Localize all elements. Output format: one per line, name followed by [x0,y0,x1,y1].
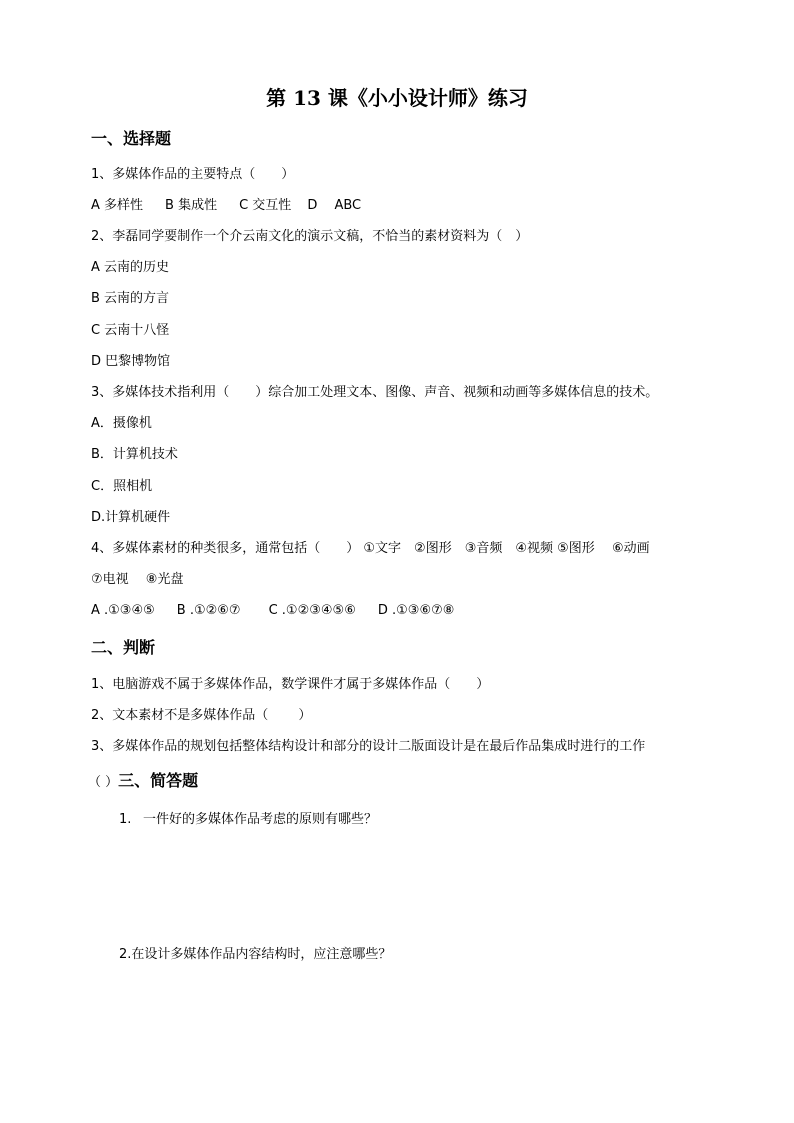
question-4: 4、多媒体素材的种类很多，通常包括（ ） ①文字 ②图形 ③音频 ④视频 ⑤图形 ⑥动画 [91,541,650,556]
question-3-option-b: B．计算机技术 [91,447,178,462]
question-3-option-d: D.计算机硬件 [91,510,171,525]
answer-bracket: （ ） [88,775,119,790]
section-heading-judge: 二、判断 [91,638,156,657]
section-heading-choice: 一、选择题 [91,129,172,148]
section-heading-short-answer: 三、简答题 [118,771,199,790]
judge-item-1: 1、电脑游戏不属于多媒体作品，数学课件才属于多媒体作品（ ） [91,677,490,692]
question-2: 2、李磊同学要制作一个介云南文化的演示文稿，不恰当的素材资料为（ ） [91,229,529,244]
option: C 交互性 [239,198,292,213]
question-1: 1、多媒体作品的主要特点（ ） [91,167,295,182]
short-answer-1 [119,811,377,829]
question-2-option-c: C 云南十八怪 [91,323,170,338]
short-answer-2 [119,946,391,964]
item-text: 2.在设计多媒体作品内容结构时，应注意哪些？ [119,947,392,962]
option: D .①③⑥⑦⑧ [377,603,455,618]
judge-item-3: 3、多媒体作品的规划包括整体结构设计和部分的设计二版面设计是在最后作品集成时进行的工作 [91,739,646,754]
option: A 多样性 [91,198,144,213]
question-4-continued: ⑦电视 ⑧光盘 [91,572,184,587]
option: A .①③④⑤ [91,603,155,618]
option: B 集成性 [165,198,218,213]
question-3-option-c: C．照相机 [91,479,153,494]
question-3-option-a: A．摄像机 [91,416,152,431]
question-1-options [91,197,361,215]
question-2-option-d: D 巴黎博物馆 [91,354,171,369]
option: D ABC [307,198,362,213]
question-3: 3、多媒体技术指利用（ ）综合加工处理文本、图像、声音、视频和动画等多媒体信息的技术。 [91,385,659,400]
question-2-option-b: B 云南的方言 [91,291,170,306]
item-text: 一件好的多媒体作品考虑的原则有哪些？ [143,812,378,827]
page-title: 第 13 课《小小设计师》练习 [266,86,528,110]
option: B .①②⑥⑦ [176,603,241,618]
judge-item-3-bracket-and-section3 [88,772,198,792]
item-number: 1. [119,812,132,827]
question-4-options [91,602,454,620]
judge-item-2: 2、文本素材不是多媒体作品（ ） [91,708,312,723]
option: C .①②③④⑤⑥ [268,603,356,618]
question-2-option-a: A 云南的历史 [91,260,170,275]
